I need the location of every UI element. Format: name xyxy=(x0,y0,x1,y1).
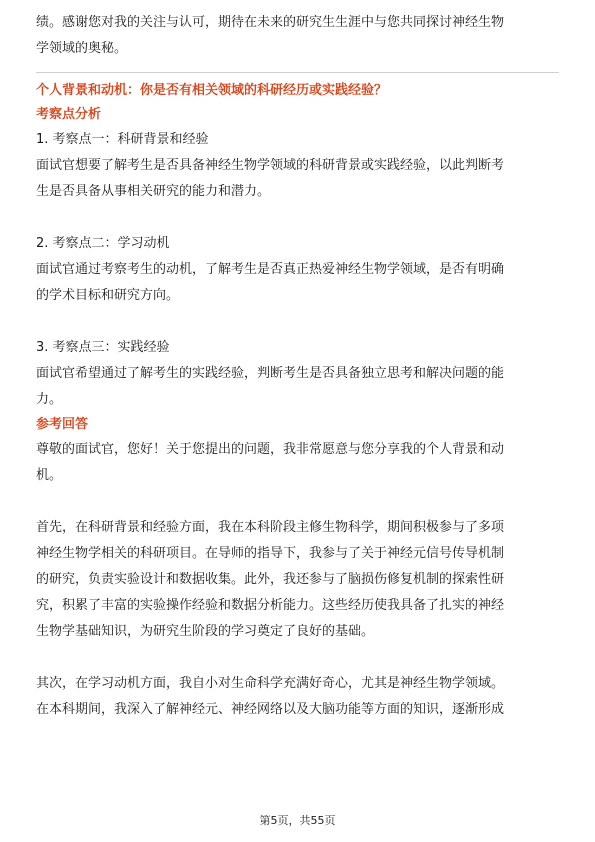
answer-heading: 参考回答 xyxy=(36,417,89,432)
question-heading: 个人背景和动机：你是否有相关领域的科研经历或实践经验？ xyxy=(36,83,388,98)
paragraph-gap xyxy=(36,489,559,515)
paragraph-gap xyxy=(36,309,559,335)
answer-para-1-line-2: 机。 xyxy=(36,468,63,483)
answer-para-3-line-2: 在本科期间，我深入了解神经元、神经网络以及大脑功能等方面的知识，逐渐形成 xyxy=(36,702,505,717)
point-3-line-2: 力。 xyxy=(36,392,63,407)
answer-para-1-line-1: 尊敬的面试官，您好！关于您提出的问题，我非常愿意与您分享我的个人背景和动 xyxy=(36,442,505,457)
paragraph-gap xyxy=(36,205,559,231)
answer-para-2-line-2: 神经生物学相关的科研项目。在导师的指导下，我参与了关于神经元信号传导机制 xyxy=(36,546,505,561)
point-3-title: 3. 考察点三：实践经验 xyxy=(36,340,170,355)
point-1-line-1: 面试官想要了解考生是否具备神经生物学领域的科研背景或实践经验，以此判断考 xyxy=(36,158,505,173)
answer-para-2-line-4: 究，积累了丰富的实验操作经验和数据分析能力。这些经历使我具备了扎实的神经 xyxy=(36,598,505,613)
point-2-line-2: 的学术目标和研究方向。 xyxy=(36,288,180,303)
point-2-title: 2. 考察点二：学习动机 xyxy=(36,236,170,251)
answer-para-2-line-1: 首先，在科研背景和经验方面，我在本科阶段主修生物科学，期间积极参与了多项 xyxy=(36,520,505,535)
point-1-line-2: 生是否具备从事相关研究的能力和潜力。 xyxy=(36,184,271,199)
intro-line-2: 学领域的奥秘。 xyxy=(36,41,128,56)
analysis-heading: 考察点分析 xyxy=(36,107,102,122)
answer-para-3-line-1: 其次，在学习动机方面，我自小对生命科学充满好奇心，尤其是神经生物学领域。 xyxy=(36,676,505,691)
point-1-title: 1. 考察点一：科研背景和经验 xyxy=(36,132,209,147)
intro-line-1: 绩。感谢您对我的关注与认可，期待在未来的研究生生涯中与您共同探讨神经生物 xyxy=(36,15,505,30)
answer-para-2-line-5: 生物学基础知识，为研究生阶段的学习奠定了良好的基础。 xyxy=(36,624,375,639)
answer-para-2-line-3: 的研究，负责实验设计和数据收集。此外，我还参与了脑损伤修复机制的探索性研 xyxy=(36,572,505,587)
point-2-line-1: 面试官通过考察考生的动机，了解考生是否真正热爱神经生物学领域，是否有明确 xyxy=(36,262,505,277)
point-3-line-1: 面试官希望通过了解考生的实践经验，判断考生是否具备独立思考和解决问题的能 xyxy=(36,366,505,381)
page-number-footer: 第5页，共55页 xyxy=(259,814,336,827)
paragraph-gap xyxy=(36,645,559,671)
section-divider xyxy=(36,72,559,73)
document-page xyxy=(36,10,559,723)
